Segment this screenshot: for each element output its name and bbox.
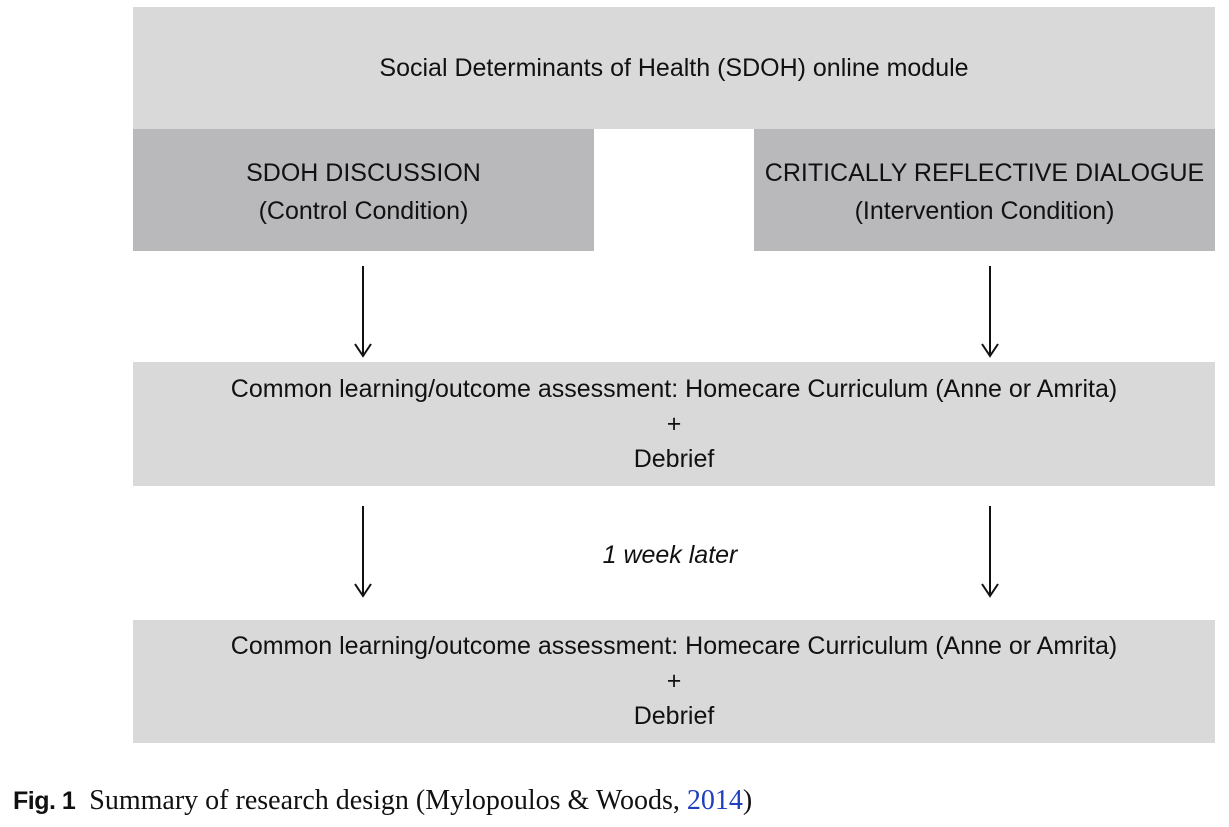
arrow-down-right-2 [980,506,1000,598]
arrow-down-left-2 [353,506,373,598]
control-condition-box [133,129,594,251]
assessment-box-1 [133,362,1215,486]
assessment-2-line: Common learning/outcome assessment: Homecare Curriculum (Anne or Amrita) [230,632,1118,660]
intervention-condition-box [754,129,1215,251]
control-condition-subtitle: (Control Condition) [258,197,469,225]
sdoh-module-label: Social Determinants of Health (SDOH) online module [379,54,969,82]
sdoh-module-box [133,7,1215,129]
intervention-condition-title: CRITICALLY REFLECTIVE DIALOGUE [764,159,1205,187]
caption-body: Summary of research design (Mylopoulos & Woods, [89,785,687,816]
assessment-1-debrief: Debrief [633,444,715,473]
figure-label: Fig. 1 [13,787,76,815]
assessment-2-plus: + [666,667,682,695]
caption-close: ) [742,785,753,816]
intervention-condition-subtitle: (Intervention Condition) [854,197,1115,225]
arrow-down-right-1 [980,266,1000,358]
assessment-box-2 [133,620,1215,743]
arrow-down-left-1 [353,266,373,358]
assessment-2-debrief: Debrief [633,702,715,730]
figure-caption [13,782,752,819]
figure-caption-text [89,785,752,816]
citation-year-link[interactable]: 2014 [686,785,743,816]
control-condition-title: SDOH DISCUSSION [246,159,481,187]
assessment-1-line: Common learning/outcome assessment: Homecare Curriculum (Anne or Amrita) [230,374,1118,403]
assessment-1-plus: + [666,409,682,438]
interval-label: 1 week later [602,541,738,569]
